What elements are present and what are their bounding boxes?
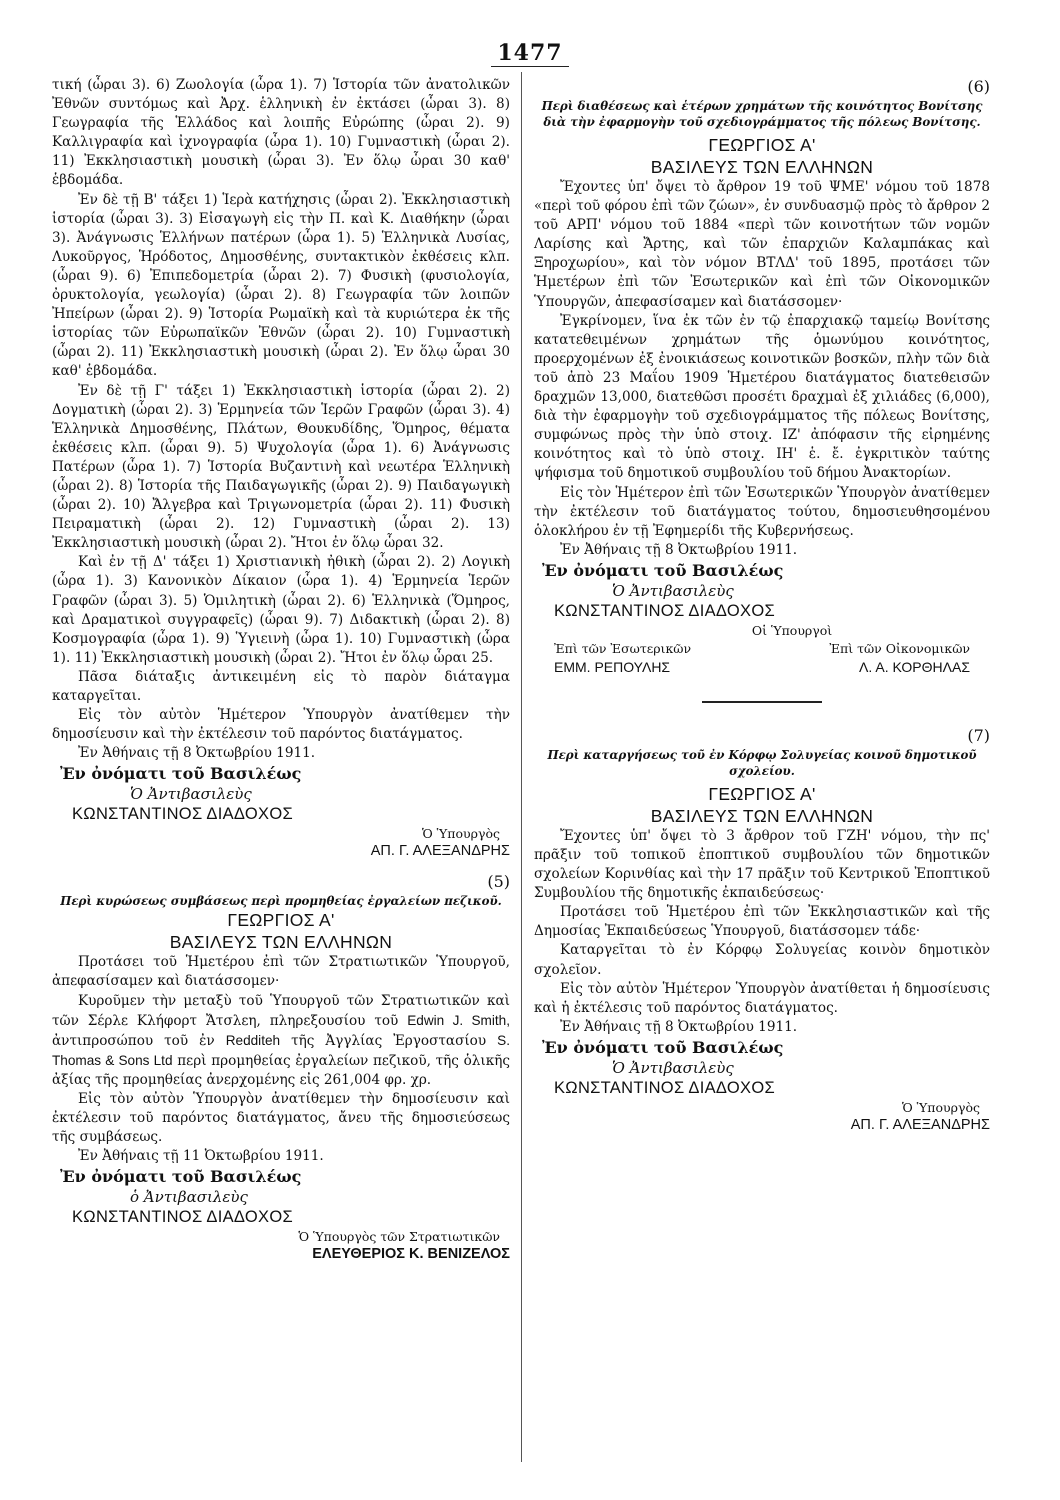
decree-5-execution: Εἰς τὸν αὐτὸν Ὑπουργὸν ἀνατίθεμεν τὴν δημοσίευσιν καὶ ἐκτέλεσιν τοῦ παρόντος διατάγματος, ἄνευ τῆς δημοσιεύσεως τῆς συμβάσεως.: [52, 1091, 510, 1146]
king-title: ΒΑΣΙΛΕΥΣ ΤΩΝ ΕΛΛΗΝΩΝ: [650, 805, 874, 826]
decree-7-execution: Εἰς τὸν αὐτὸν Ἡμέτερον Ὑπουργὸν ἀνατίθεται ἡ δημοσίευσις καὶ ἡ ἐκτέλεσις τοῦ παρόντος διατάγματος.: [534, 980, 990, 1016]
decree-7-body: Καταργεῖται τὸ ἐν Κόρφῳ Σολυγείας κοινὸν δημοτικὸν σχολεῖον.: [534, 942, 990, 978]
minister-2-title: Ἐπὶ τῶν Οἰκονομικῶν: [829, 640, 970, 656]
minister-1-title: Ἐπὶ τῶν Ἐσωτερικῶν: [554, 640, 692, 656]
decree-7-preamble: Ἔχοντες ὑπ' ὄψει τὸ 3 ἄρθρον τοῦ ΓΖΗ' νόμου, τὴν πς' πρᾶξιν τοῦ τοπικοῦ ἐποπτικοῦ συμβουλίου τῶν δημοτικῶν σχολείων Κορινθίας καὶ τὴν 17 πρᾶξιν τοῦ Κεντρικοῦ Ἐποπτικοῦ Συμβουλίου τῆς δημοτικῆς ἐκπαιδεύσεως·: [534, 827, 990, 902]
king-title: ΒΑΣΙΛΕΥΣ ΤΩΝ ΕΛΛΗΝΩΝ: [650, 157, 874, 177]
decree-6-preamble: Ἔχοντες ὑπ' ὄψει τὸ ἄρθρον 19 τοῦ ΨΜΕ' νόμου τοῦ 1878 «περὶ τοῦ φόρου ἐπὶ τῶν ζώων», ἐν συνδυασμῷ πρὸς τὸ ἄρθρον 2 τοῦ ΑΡΠ' νόμου τοῦ 1884 «περὶ τῶν κοινοτήτων τῶν νομῶν Λαρίσης καὶ Ἄρτης, καὶ τῶν ἐπαρχιῶν Καλαμπάκας καὶ Ξηροχωρίου», καὶ τὸν νόμον ΒΤΛΔ' τοῦ 1895, προτάσει τῶν Ἡμετέρων ἐπὶ τῶν Ἐσωτερικῶν καὶ ἐπὶ τῶν Οἰκονομικῶν Ὑπουργῶν, ἀπεφασίσαμεν καὶ διατάσσομεν·: [534, 179, 990, 310]
page-number: 1477: [0, 40, 1060, 66]
regent-role: Ὁ Ἀντιβασιλεὺς: [612, 1058, 734, 1077]
ministers-label: Οἱ Ὑπουργοὶ: [751, 622, 833, 638]
minister-1-name: ΕΜΜ. ΡΕΠΟΥΛΗΣ: [554, 658, 671, 675]
minister-2-name: Λ. Α. ΚΟΡΘΗΛΑΣ: [859, 658, 970, 675]
in-name-of-king: Ἐν ὀνόματι τοῦ Βασιλέως: [542, 560, 784, 580]
king-name: ΓΕΩΡΓΙΟΣ Α': [227, 910, 335, 931]
minister-name: ΑΠ. Γ. ΑΛΕΞΑΝΔΡΗΣ: [850, 1116, 990, 1133]
decree-5-title: Περὶ κυρώσεως συμβάσεως περὶ προμηθείας ἐργαλείων πεζικοῦ.: [60, 894, 502, 909]
curriculum-class-d: Καὶ ἐν τῇ Δ' τάξει 1) Χριστιανικὴ ἠθικὴ (ὧραι 2). 2) Λογικὴ (ὧρα 1). 3) Κανονικὸν Δίκαιον (ὧρα 1). 4) Ἑρμηνεία Ἱερῶν Γραφῶν (ὧραι 3). 5) Ὁμιλητικὴ (ὧραι 2). 6) Ἑλληνικὰ (Ὅμηρος, καὶ Δραματικοὶ συγγραφεῖς) (ὧραι 9). 7) Διδακτικὴ (ὧραι 2). 8) Κοσμογραφία (ὧρα 1). 9) Ὑγιεινὴ (ὧρα 1). 10) Γυμναστικὴ (ὧρα 1). 11) Ἐκκλησιαστικὴ μουσικὴ (ὧραι 2). Ἤτοι ἐν ὅλῳ ὧραι 25.: [52, 554, 510, 666]
left-column: [52, 76, 510, 1264]
decree-5-preamble: Προτάσει τοῦ Ἡμετέρου ἐπὶ τῶν Στρατιωτικῶν Ὑπουργοῦ, ἀπεφασίσαμεν καὶ διατάσσομεν·: [52, 954, 510, 990]
decree-6-execution: Εἰς τὸν Ἡμέτερον ἐπὶ τῶν Ἐσωτερικῶν Ὑπουργὸν ἀνατίθεμεν τὴν ἐκτέλεσιν τοῦ διατάγματος τούτου, δημοσιευθησομένου ὁλοκλήρου ἐν τῇ Ἐφημερίδι τῆς Κυβερνήσεως.: [534, 484, 990, 539]
decree-5-date: Ἐν Ἀθήναις τῇ 11 Ὀκτωβρίου 1911.: [78, 1148, 324, 1165]
decree-6-title: Περὶ διαθέσεως καὶ ἑτέρων χρημάτων τῆς κοινότητος Βονίτσης διὰ τὴν ἐφαρμογὴν τοῦ σχεδιογράμματος τῆς πόλεως Βονίτσης.: [541, 99, 983, 129]
king-name: ΓΕΩΡΓΙΟΣ Α': [708, 135, 816, 155]
section-separator: [702, 701, 822, 703]
in-name-of-king: Ἐν ὀνόματι τοῦ Βασιλέως: [60, 1167, 302, 1187]
king-title: ΒΑΣΙΛΕΥΣ ΤΩΝ ΕΛΛΗΝΩΝ: [169, 932, 393, 953]
regent-role: ὁ Ἀντιβασιλεὺς: [130, 1188, 248, 1207]
regent-role: Ὁ Ἀντιβασιλεὺς: [130, 785, 252, 804]
right-column: [534, 76, 990, 1135]
minister-name: ΑΠ. Γ. ΑΛΕΞΑΝΔΡΗΣ: [370, 843, 510, 860]
decree-date: Ἐν Ἀθήναις τῇ 8 Ὀκτωβρίου 1911.: [78, 745, 316, 762]
curriculum-class-c: Ἐν δὲ τῇ Γ' τάξει 1) Ἐκκλησιαστικὴ ἱστορία (ὧραι 2). 2) Δογματικὴ (ὧραι 2). 3) Ἑρμηνεία τῶν Ἱερῶν Γραφῶν (ὧραι 3). 4) Ἑλληνικὰ Δημοσθένης, Πλάτων, Θουκυδίδης, Ὅμηρος, θέματα ἐκθέσεις κλπ. (ὧραι 9). 5) Ψυχολογία (ὧρα 1). 6) Ἀνάγνωσις Πατέρων (ὧρα 1). 7) Ἱστορία Βυζαντινὴ καὶ νεωτέρα Ἑλληνικὴ (ὧραι 2). 8) Ἱστορία τῆς Παιδαγωγικῆς (ὧραι 2). 9) Παιδαγωγικὴ (ὧραι 2). 10) Ἄλγεβρα καὶ Τριγωνομετρία (ὧραι 2). 11) Φυσικὴ Πειραματικὴ (ὧραι 2). 12) Γυμναστικὴ (ὧραι 2). 13) Ἐκκλησιαστικὴ μουσικὴ (ὧραι 2). Ἤτοι ἐν ὅλῳ ὧραι 32.: [52, 382, 510, 552]
column-divider: [521, 72, 522, 1462]
decree-6-body: Ἐγκρίνομεν, ἵνα ἐκ τῶν ἐν τῷ ἐπαρχιακῷ ταμείῳ Βονίτσης κατατεθειμένων χρημάτων τῆς ὁμωνύμου κοινότητος, προερχομένων ἐξ ἐνοικιάσεως κοινοτικῶν βοσκῶν, πλὴν τῶν διὰ τοῦ ἀπὸ 23 Μαΐου 1909 Ἡμετέρου διατάγματος διατεθεισῶν δραχμῶν 13,000, διατεθῶσι προσέτι δραχμαὶ ἐξ χιλιάδες (6,000), διὰ τὴν ἐφαρμογὴν τοῦ σχεδιογράμματος τῆς πόλεως Βονίτσης, συμφώνως πρὸς τὴν ὑπὸ στοιχ. ΙΖ' ἀπόφασιν τῆς εἰρημένης κοινότητος καὶ τὸ ὑπὸ στοιχ. ΙΗ' ἑ. ἔ. ἐγκριτικὸν ταύτης ψήφισμα τοῦ δημοτικοῦ συμβουλίου τοῦ δήμου Ἀνακτορίων.: [534, 312, 990, 482]
ministers-names: [534, 658, 990, 677]
king-name: ΓΕΩΡΓΙΟΣ Α': [708, 783, 816, 804]
in-name-of-king: Ἐν ὀνόματι τοῦ Βασιλέως: [542, 1037, 784, 1057]
curriculum-class-b: Ἐν δὲ τῇ Β' τάξει 1) Ἱερὰ κατήχησις (ὧραι 2). Ἐκκλησιαστικὴ ἱστορία (ὧραι 3). 3) Εἰσαγωγὴ εἰς τὴν Π. καὶ Κ. Διαθήκην (ὧραι 3). Ἀνάγνωσις Ἑλλήνων πατέρων (ὧρα 1). 5) Ἑλληνικὰ Λυσίας, Λυκοῦργος, Ἡρόδοτος, Δημοσθένης, συντακτικὸν ἐκθέσεις κλπ. (ὧραι 9). 6) Ἐπιπεδομετρία (ὧραι 2). 7) Φυσικὴ (φυσιολογία, ὀρυκτολογία, γεωλογία) (ὧραι 2). 8) Γεωγραφία τῶν λοιπῶν Ἠπείρων (ὧραι 2). 9) Ἱστορία Ρωμαϊκὴ καὶ τὰ κυριώτερα ἐκ τῆς ἱστορίας τῶν Εὐρωπαϊκῶν Ἐθνῶν (ὧραι 2). 10) Γυμναστικὴ (ὧραι 2). 11) Ἐκκλησιαστικὴ μουσικὴ (ὧραι 2). Ἐν ὅλῳ ὧραι 30 καθ' ἑβδομάδα.: [52, 191, 510, 380]
regent-name: ΚΩΝΣΤΑΝΤΙΝΟΣ ΔΙΑΔΟΧΟΣ: [554, 601, 775, 620]
decree-7-proposal: Προτάσει τοῦ Ἡμετέρου ἐπὶ τῶν Ἐκκλησιαστικῶν καὶ τῆς Δημοσίας Ἐκπαιδεύσεως Ὑπουργοῦ, διατάσσομεν τάδε·: [534, 904, 990, 940]
regent-role: Ὁ Ἀντιβασιλεὺς: [612, 581, 734, 600]
minister-title: Ὁ Ὑπουργὸς: [421, 826, 500, 842]
decree-5-body: Κυροῦμεν τὴν μεταξὺ τοῦ Ὑπουργοῦ τῶν Στρατιωτικῶν καὶ τῶν Σέρλε Κλήφορτ Ἄτσλεη, πληρεξουσίου τοῦ Edwin J. Smith, ἀντιπροσώπου τοῦ ἐν Redditeh τῆς Ἀγγλίας Ἐργοστασίου S. Thomas & Sons Ltd περὶ προμηθείας ἐργαλείων πεζικοῦ, τῆς ὁλικῆς ἀξίας τῆς προμηθείας ἀνερχομένης εἰς 261,004 φρ. χρ.: [52, 992, 511, 1088]
decree-6-date: Ἐν Ἀθήναις τῇ 8 Ὀκτωβρίου 1911.: [560, 541, 798, 558]
in-name-of-king: Ἐν ὀνόματι τοῦ Βασιλέως: [60, 764, 302, 784]
decree-number-6: (6): [967, 77, 990, 96]
regent-name: ΚΩΝΣΤΑΝΤΙΝΟΣ ΔΙΑΔΟΧΟΣ: [554, 1078, 775, 1097]
decree-number-7: (7): [967, 725, 990, 745]
curriculum-continued: τική (ὧραι 3). 6) Ζωολογία (ὧρα 1). 7) Ἱστορία τῶν ἀνατολικῶν Ἐθνῶν συντόμως καὶ Ἀρχ. ἑλληνικὴ ἐν ἐκτάσει (ὧραι 3). 8) Γεωγραφία τῆς Ἑλλάδος καὶ λοιπῆς Εὐρώπης (ὧραι 2). 9) Καλλιγραφία καὶ ἰχνογραφία (ὧρα 1). 10) Γυμναστικὴ (ὧραι 2). 11) Ἐκκλησιαστικὴ μουσικὴ (ὧραι 3). Ἐν ὅλῳ ὧραι 30 καθ' ἑβδομάδα.: [52, 77, 510, 189]
repeal-clause: Πᾶσα διάταξις ἀντικειμένη εἰς τὸ παρὸν διάταγμα καταργεῖται.: [52, 668, 510, 704]
minister-title: Ὁ Ὑπουργὸς τῶν Στρατιωτικῶν: [298, 1229, 500, 1245]
minister-name: ΕΛΕΥΘΕΡΙΟΣ Κ. ΒΕΝΙΖΕΛΟΣ: [312, 1246, 510, 1263]
regent-name: ΚΩΝΣΤΑΝΤΙΝΟΣ ΔΙΑΔΟΧΟΣ: [72, 805, 293, 824]
minister-title: Ὁ Ὑπουργὸς: [901, 1099, 980, 1115]
decree-number-5: (5): [487, 872, 510, 892]
decree-7-date: Ἐν Ἀθήναις τῇ 8 Ὀκτωβρίου 1911.: [560, 1018, 798, 1035]
ministers-titles: [534, 640, 990, 658]
regent-name: ΚΩΝΣΤΑΝΤΙΝΟΣ ΔΙΑΔΟΧΟΣ: [72, 1208, 293, 1227]
decree-7-title: Περὶ καταργήσεως τοῦ ἐν Κόρφῳ Σολυγείας κοινοῦ δημοτικοῦ σχολείου.: [547, 747, 977, 778]
execution-clause: Εἰς τὸν αὐτὸν Ἡμέτερον Ὑπουργὸν ἀνατίθεμεν τὴν δημοσίευσιν καὶ τὴν ἐκτέλεσιν τοῦ παρόντος διατάγματος.: [52, 707, 510, 743]
